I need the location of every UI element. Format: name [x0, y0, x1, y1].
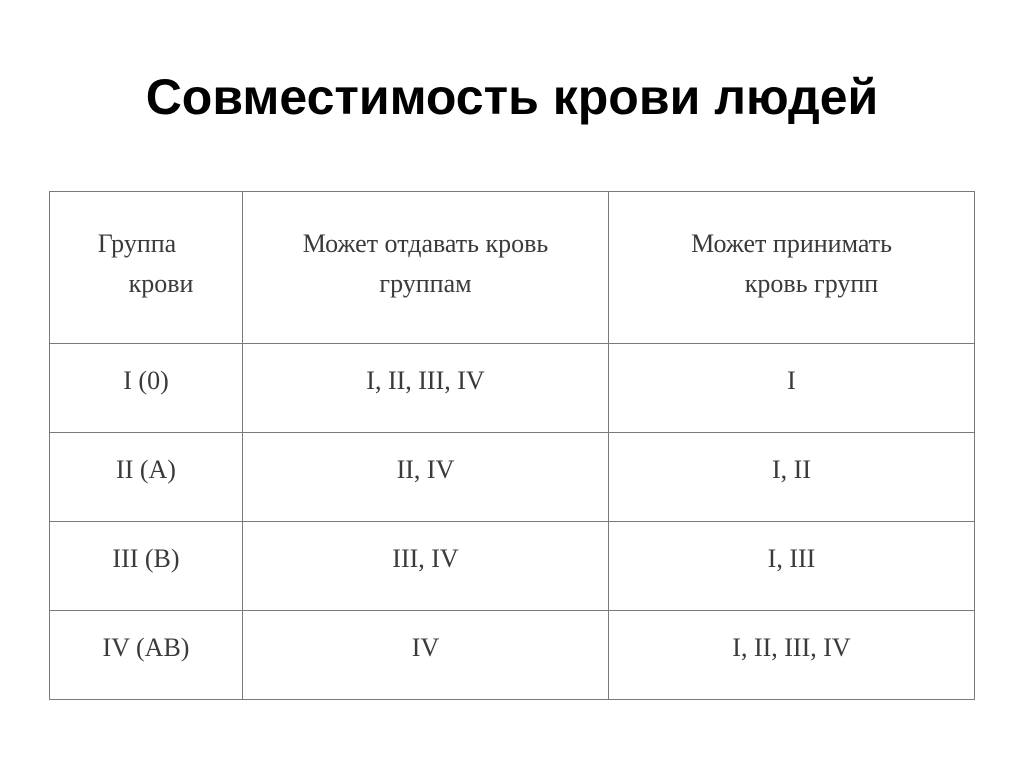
cell-can-receive: I: [609, 344, 975, 433]
cell-can-receive: I, II, III, IV: [609, 611, 975, 700]
header-can-give: [243, 192, 609, 344]
slide-title: Совместимость крови людей: [145, 69, 879, 125]
table-header-row: [50, 192, 975, 344]
header-blood-group: [50, 192, 243, 344]
cell-can-give: I, II, III, IV: [243, 344, 609, 433]
cell-blood-group: III (B): [50, 522, 243, 611]
header-can-receive: [609, 192, 975, 344]
header-can-receive-line2: кровь групп: [744, 269, 879, 298]
table-row: [50, 611, 975, 700]
cell-can-give: IV: [243, 611, 609, 700]
cell-blood-group: IV (AB): [50, 611, 243, 700]
header-blood-group-line2: крови: [128, 269, 194, 298]
cell-can-receive: I, II: [609, 433, 975, 522]
cell-can-give: II, IV: [243, 433, 609, 522]
header-blood-group-line1: Группа: [97, 229, 177, 258]
header-can-give-line1: Может отдавать кровь: [302, 229, 549, 258]
cell-can-receive: I, III: [609, 522, 975, 611]
table-row: [50, 522, 975, 611]
table-row: [50, 344, 975, 433]
cell-blood-group: I (0): [50, 344, 243, 433]
header-can-give-line2: группам: [379, 269, 472, 298]
cell-can-give: III, IV: [243, 522, 609, 611]
cell-blood-group: II (A): [50, 433, 243, 522]
header-can-receive-line1: Может принимать: [691, 229, 892, 258]
table-row: [50, 433, 975, 522]
blood-compatibility-table: [49, 191, 975, 700]
